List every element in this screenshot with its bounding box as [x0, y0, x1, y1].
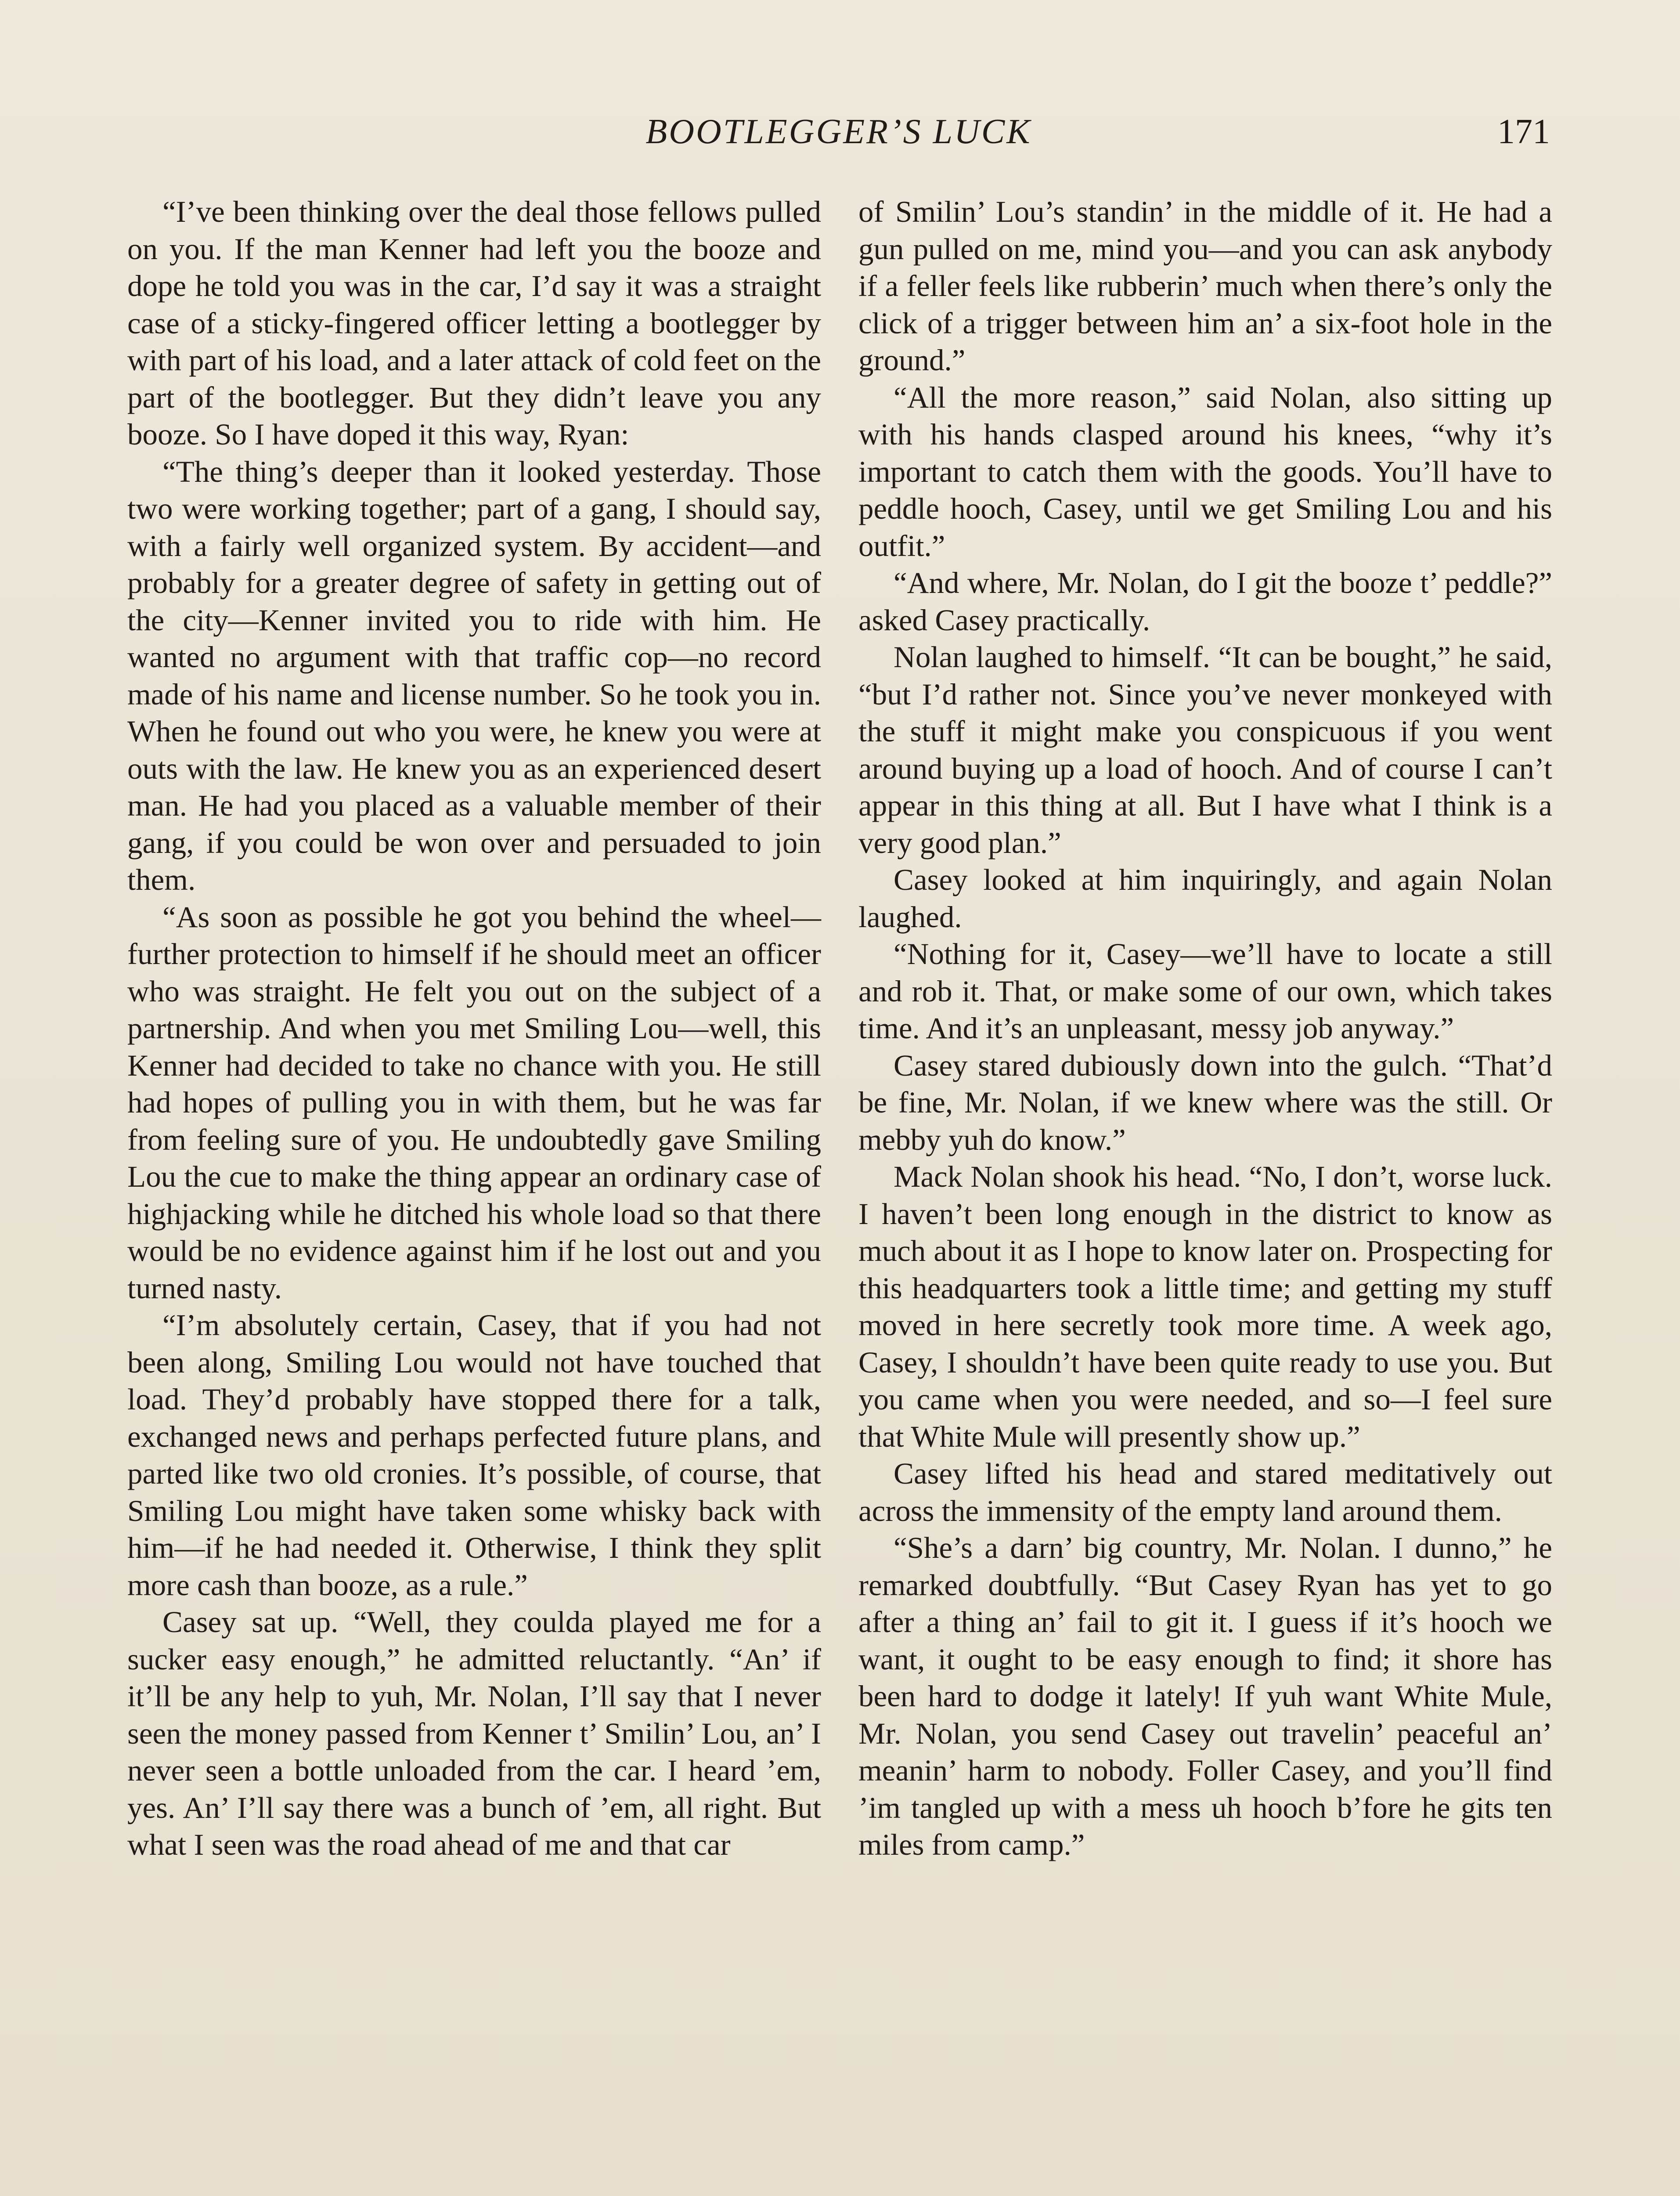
paragraph: Nolan laughed to himself. “It can be bought,” he said, “but I’d rather not. Since you’ve never monkeyed with the stuff it might make you conspicuous if you went around buying up a load of hooch. And of course I can’t appear in this thing at all. But I have what I think is a very good plan.” — [858, 640, 1552, 860]
paragraph: Casey looked at him inquiringly, and again Nolan laughed. — [858, 863, 1552, 934]
paragraph: Casey stared dubiously down into the gulch. “That’d be fine, Mr. Nolan, if we knew where was the still. Or mebby yuh do know.” — [858, 1048, 1552, 1156]
paragraph: Mack Nolan shook his head. “No, I don’t, worse luck. I haven’t been long enough in the district to know as much about it as I hope to know later on. Prospecting for this headquarters took a little time; and getting my stuff moved in here secretly took more time. A week ago, Casey, I shouldn’t have been quite ready to use you. But you came when you were needed, and so—I feel sure that White Mule will presently show up.” — [858, 1160, 1552, 1453]
paragraph: “And where, Mr. Nolan, do I git the booze t’ peddle?” asked Casey practically. — [858, 566, 1552, 637]
paragraph: “She’s a darn’ big country, Mr. Nolan. I dunno,” he remarked doubtfully. “But Casey Ryan has yet to go after a thing an’ fail to git it. I guess if it’s hooch we want, it ought to be easy enough to find; it shore has been hard to dodge it lately! If yuh want White Mule, Mr. Nolan, you send Casey out travelin’ peaceful an’ meanin’ harm to nobody. Foller Casey, and you’ll find ’im tangled up with a mess uh hooch b’fore he gits ten miles from camp.” — [858, 1531, 1552, 1861]
page-number: 171 — [1497, 112, 1550, 151]
paragraph: “Nothing for it, Casey—we’ll have to locate a still and rob it. That, or make some of our own, which takes time. And it’s an unpleasant, messy job anyway.” — [858, 937, 1552, 1045]
paragraph: Casey lifted his head and stared meditatively out across the immensity of the empty land around them. — [858, 1457, 1552, 1528]
paragraph: “The thing’s deeper than it looked yesterday. Those two were working together; part of a gang, I should say, with a fairly well organized system. By accident—and probably for a greater degree of safety in getting out of the city—Kenner invited you to ride with him. He wanted no argument with that traffic cop—no record made of his name and license number. So he took you in. When he found out who you were, he knew you were at outs with the law. He knew you as an experienced desert man. He had you placed as a valuable member of their gang, if you could be won over and persuaded to join them. — [127, 455, 821, 896]
paragraph: “As soon as possible he got you behind the wheel—further protection to himself if he should meet an officer who was straight. He felt you out on the subject of a partnership. And when you met Smiling Lou—well, this Kenner had decided to take no chance with you. He still had hopes of pulling you in with them, but he was far from feeling sure of you. He undoubtedly gave Smiling Lou the cue to make the thing appear an ordinary case of highjacking while he ditched his whole load so that there would be no evidence against him if he lost out and you turned nasty. — [127, 900, 821, 1305]
right-column — [858, 193, 1552, 1864]
paragraph: “I’ve been thinking over the deal those fellows pulled on you. If the man Kenner had left you the booze and dope he told you was in the car, I’d say it was a straight case of a sticky-fingered officer letting a bootlegger by with part of his load, and a later attack of cold feet on the part of the bootlegger. But they didn’t leave you any booze. So I have doped it this way, Ryan: — [127, 195, 821, 451]
paragraph: “I’m absolutely certain, Casey, that if you had not been along, Smiling Lou would not have touched that load. They’d probably have stopped there for a talk, exchanged news and perhaps perfected future plans, and parted like two old cronies. It’s possible, of course, that Smiling Lou might have taken some whisky back with him—if he had needed it. Otherwise, I think they split more cash than booze, as a rule.” — [127, 1308, 821, 1602]
paragraph: Casey sat up. “Well, they coulda played me for a sucker easy enough,” he admitted reluctantly. “An’ if it’ll be any help to yuh, Mr. Nolan, I’ll say that I never seen the money passed from Kenner t’ Smilin’ Lou, an’ I never seen a bottle unloaded from the car. I heard ’em, yes. An’ I’ll say there was a bunch of ’em, all right. But what I seen was the road ahead of me and that car — [127, 1605, 821, 1861]
paragraph: “All the more reason,” said Nolan, also sitting up with his hands clasped around his knees, “why it’s important to catch them with the goods. You’ll have to peddle hooch, Casey, until we get Smiling Lou and his outfit.” — [858, 380, 1552, 563]
running-head — [127, 112, 1550, 160]
paragraph-continuation: of Smilin’ Lou’s standin’ in the middle of it. He had a gun pulled on me, mind you—and you can ask anybody if a feller feels like rubberin’ much when there’s only the click of a trigger between him an’ a six-foot hole in the ground.” — [858, 195, 1552, 377]
running-title: BOOTLEGGER’S LUCK — [645, 112, 1032, 151]
left-column — [127, 193, 821, 1864]
